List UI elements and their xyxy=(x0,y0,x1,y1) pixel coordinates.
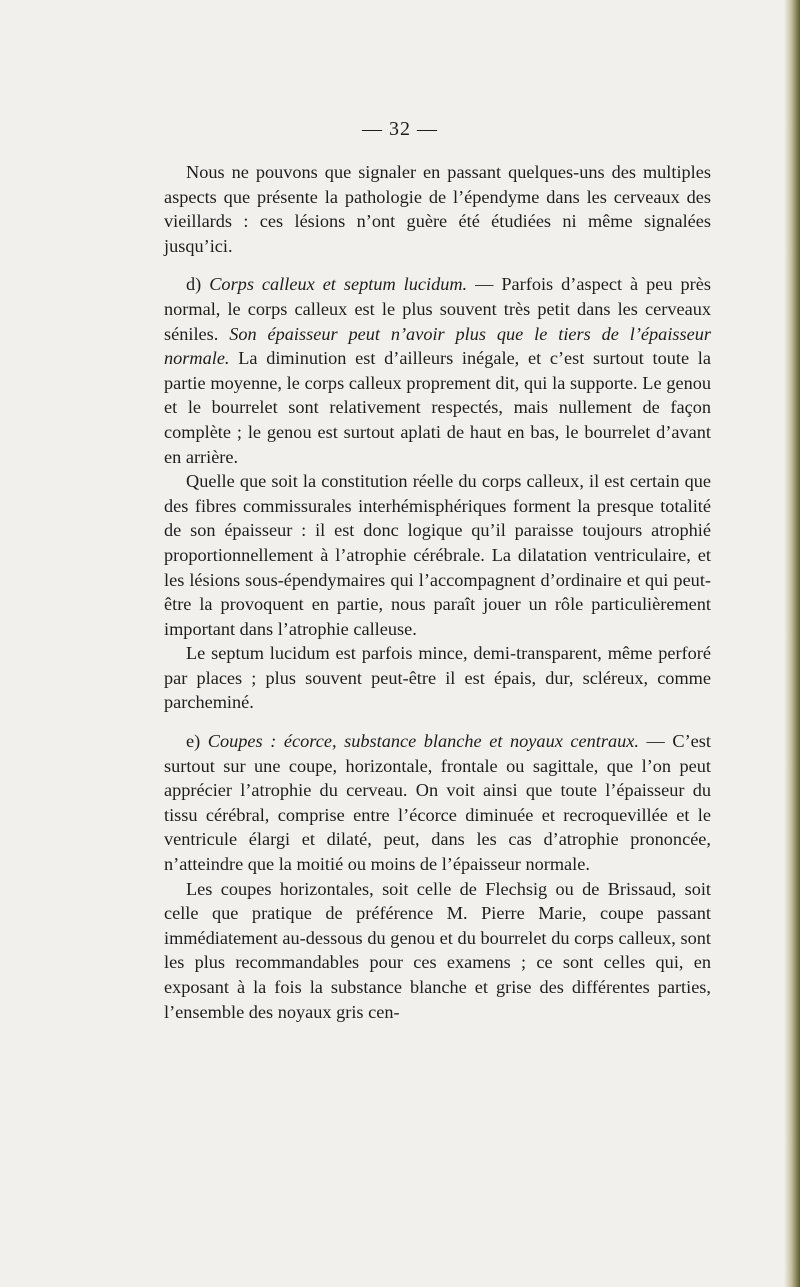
paragraph-coupes-horizontales: Les coupes horizontales, soit celle de Flechsig ou de Brissaud, soit celle que pratique de préférence M. Pierre Marie, coupe passant immédiatement au-dessous du genou et du bourrelet du corps calleux, sont les plus recommandables pour ces examens ; ce sont celles qui, en exposant à la fois la substance blanche et grise des différentes parties, l’ensemble des noyaux gris cen- xyxy=(164,878,711,1022)
paragraph-coupes xyxy=(164,729,711,877)
paragraph-constitution: Quelle que soit la constitution réelle du corps calleux, il est certain que des fibres commissurales interhémisphériques forment la presque totalité de son épaisseur : il est donc logique qu’il paraisse toujours atrophié proportionnellement à l’atrophie cérébrale. La dilatation ventriculaire, et les lésions sous-épendymaires qui l’accompagnent d’ordinaire et qui peut-être la provoquent en partie, nous paraît jouer un rôle particulièrement important dans l’atrophie calleuse. xyxy=(164,471,711,639)
page-edge-shadow xyxy=(784,0,800,1287)
section-label: e) xyxy=(186,731,201,752)
page-number: — 32 — xyxy=(362,118,438,140)
section-heading: Coupes : écorce, substance blanche et noyaux centraux. xyxy=(207,731,639,752)
paragraph-corps-calleux xyxy=(164,272,711,469)
body-text xyxy=(164,160,711,1024)
paragraph-ependyme: Nous ne pouvons que signaler en passant quelques-uns des multiples aspects que présente la pathologie de l’épendyme dans les cerveaux des vieillards : ces lésions n’ont guère été étudiées ni même signalées jusqu’ici. xyxy=(164,162,711,256)
paragraph-septum: Le septum lucidum est parfois mince, demi-transparent, même perforé par places ; plus souvent peut-être il est épais, dur, scléreux, comme parcheminé. xyxy=(164,643,711,713)
paragraph-text: La diminution est d’ailleurs inégale, et c’est surtout toute la partie moyenne, le corps calleux proprement dit, qui la supporte. Le genou et le bourrelet sont relativement respectés, mais nullement de façon complète ; le genou est surtout aplati de haut en bas, le bourrelet d’avant en arrière. xyxy=(164,348,711,467)
paragraph-text: — Parfois d’aspect à peu près normal, le corps calleux est le plus souvent très petit dans les cerveaux séniles. xyxy=(164,274,711,344)
section-label: d) xyxy=(186,274,202,295)
paragraph-text: — C’est surtout sur une coupe, horizontale, frontale ou sagittale, que l’on peut apprécier l’atrophie du cerveau. On voit ainsi que toute l’épaisseur du tissu cérébral, comprise entre l’écorce diminuée et recroquevillée et le ventricule élargi et dilaté, peut, dans les cas d’atrophie prononcée, n’atteindre que la moitié ou moins de l’épaisseur normale. xyxy=(164,731,711,875)
emphasis-text: Son épaisseur peut n’avoir plus que le tiers de l’épaisseur normale. xyxy=(164,323,711,369)
section-heading: Corps calleux et septum lucidum. xyxy=(209,274,468,295)
